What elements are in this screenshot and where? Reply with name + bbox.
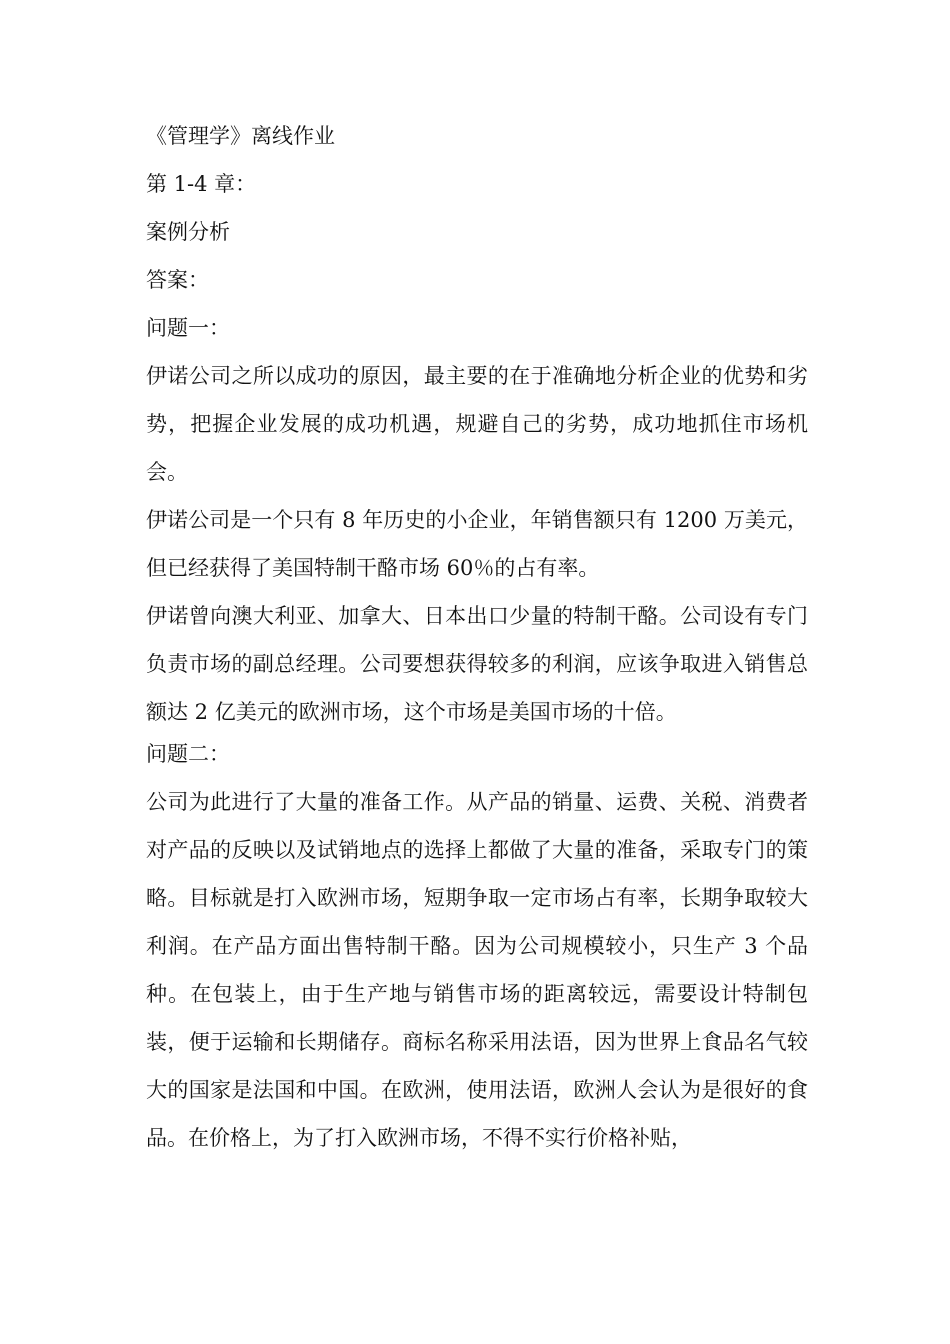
question-one-label: 问题一： bbox=[146, 316, 230, 340]
q1-paragraph-1: 伊诺公司之所以成功的原因，最主要的在于准确地分析企业的优势和劣势，把握企业发展的成功机遇，规避自己的劣势，成功地抓住市场机会。 bbox=[146, 364, 808, 484]
q1-paragraph-2: 伊诺公司是一个只有 8 年历史的小企业，年销售额只有 1200 万美元，但已经获得了美国特制干酪市场 60％的占有率。 bbox=[146, 508, 808, 580]
chapter-heading: 第 1-4 章： bbox=[146, 172, 257, 196]
q2-paragraph-1: 公司为此进行了大量的准备工作。从产品的销量、运费、关税、消费者对产品的反映以及试销地点的选择上都做了大量的准备，采取专门的策略。目标就是打入欧洲市场，短期争取一定市场占有率，长期争取较大利润。在产品方面出售特制干酪。因为公司规模较小，只生产 3 个品种。在包装上，由于生产地与销售市场的距离较远，需要设计特制包装，便于运输和长期储存。商标名称采用法语，因为世界上食品名气较大的国家是法国和中国。在欧洲，使用法语，欧洲人会认为是很好的食品。在价格上，为了打入欧洲市场，不得不实行价格补贴， bbox=[146, 790, 808, 1150]
answer-label: 答案： bbox=[146, 268, 209, 292]
q1-paragraph-3: 伊诺曾向澳大利亚、加拿大、日本出口少量的特制干酪。公司设有专门负责市场的副总经理。公司要想获得较多的利润，应该争取进入销售总额达 2 亿美元的欧洲市场，这个市场是美国市场的十倍。 bbox=[146, 604, 808, 724]
question-two-label: 问题二： bbox=[146, 742, 230, 766]
document-title: 《管理学》离线作业 bbox=[146, 124, 335, 148]
section-heading: 案例分析 bbox=[146, 220, 230, 244]
